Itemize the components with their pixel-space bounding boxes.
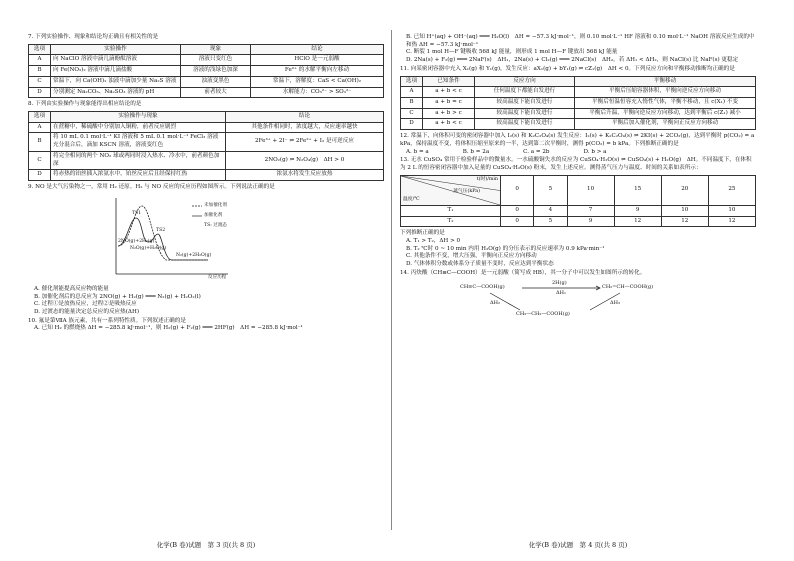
options-row: [400, 149, 756, 157]
table-cell: 在蔗糖中，稀硫酸中分别加入铜粉，前者反应剧烈: [51, 122, 226, 133]
header-temp: 温度/℃: [403, 197, 420, 203]
header-pressure: 蒸气压(kPa): [453, 188, 480, 194]
option: B. b = 2a: [462, 148, 490, 155]
option: D. 气体体积分数或体系分子质量不变时，反应达到平衡状态: [406, 261, 554, 268]
table-cell: D: [401, 119, 423, 130]
option: C. a = 2b: [523, 148, 550, 155]
table-row: [29, 133, 384, 151]
option: B. T₂ ℃时 0 ~ 10 min 内用 H₂O(g) 的分压表示的反应速率为 0.9 kPa·min⁻¹: [406, 245, 605, 252]
time-cell: 0: [501, 175, 534, 205]
table-cell: 平衡后升温，平衡向逆反应方向移动，达到平衡后 c(Z₁) 减小: [575, 108, 756, 119]
table-header: 结论: [251, 44, 384, 55]
question-13-after: 下列推断正确的是: [400, 230, 445, 237]
question-12-stem: 12. 常温下，向体积可变的密闭容器中加入 I₂(s) 和 K₂C₂O₄(s) 发生反应：I₂(s) + K₂C₂O₄(s) ⇌ 2KI(s) + 2CO₂(g)，达到平衡时 p(CO₂) = a kPa，保持温度不变，将体积压缩至原来的一半，达到第二次平衡时，测得 p(CO₂) = b kPa。下列推断正确的是: [400, 133, 755, 147]
table-row: [401, 205, 756, 216]
table-cell: C: [401, 108, 423, 119]
table-cell: 前者较大: [181, 87, 251, 98]
option: A. T₁ > T₂，ΔH > 0: [406, 237, 461, 244]
table-cell: B: [29, 66, 51, 77]
reaction-energy-diagram: [108, 194, 298, 284]
table-row: [401, 216, 756, 227]
option: A. 催化剂能提高反应物的能量: [34, 285, 109, 292]
table-row: [29, 87, 384, 98]
table-header: 结论: [226, 112, 384, 123]
table-cell: a + b < c: [423, 87, 475, 98]
dh1-label: ΔH₁: [556, 289, 566, 296]
dh3-label: ΔH₃: [610, 299, 620, 306]
question-8-stem: 8. 下列由实验操作与现象能得出相应结论的是: [28, 101, 142, 108]
table-cell: HClO 是一元弱酸: [251, 55, 384, 66]
table-cell: 其他条件相同时，浓度越大，反应速率越快: [226, 122, 384, 133]
table-header: 选项: [401, 76, 423, 87]
time-cell: 10: [567, 175, 614, 205]
question-11-stem: 11. 向某密闭容器中充入 X₁(g) 和 Y₁(g)，发生反应：aX₁(g) + bY₁(g) ⇌ cZ₁(g) ΔH < 0。下列反应方向和平衡移动推断均正确的是: [400, 65, 735, 72]
table-cell: a + b > c: [423, 108, 475, 119]
question-10-continued: [400, 34, 756, 65]
table-cell: 2Fe³⁺ + 2I⁻ ⇌ 2Fe²⁺ + I₂ 是可逆反应: [226, 133, 384, 151]
table-cell: 平衡后恒温恒容充入惰性气体，平衡不移动，且 c(X₁) 不变: [575, 98, 756, 109]
option: C. 过程①是放热反应，过程②是吸热反应: [34, 301, 137, 308]
table-cell: A: [29, 55, 51, 66]
table-cell: 7: [567, 205, 614, 216]
option: B. 加催化剂后的总反应为 2NO(g) + H₂(g) ═══ N₂(g) + H₂O₂(l): [34, 293, 201, 300]
x-axis-label: 反应历程: [208, 274, 227, 280]
table-cell: 0: [501, 216, 534, 227]
question-10-stem: 10. 氟是第ⅦA 族元素，共有一系列特性质。下列叙述正确的是: [28, 317, 186, 324]
time-cell: 20: [661, 175, 708, 205]
option: D. 过渡态的能量决定总反应的反应热(ΔH): [34, 308, 140, 315]
time-cell: 5: [534, 175, 567, 205]
question-13: [400, 157, 756, 268]
time-cell: 25: [708, 175, 755, 205]
table-cell: 10: [661, 205, 708, 216]
label-products: N₂(g)+2H₂O(g): [176, 252, 212, 258]
cycle-end: CH₂=CH—COOH(g): [602, 283, 654, 290]
table-cell: C: [29, 151, 51, 169]
table-cell: a + b = c: [423, 98, 475, 109]
table-cell: 将赤热的铂丝插入浓氨水中，铂丝反应后且经保持红热: [51, 170, 226, 181]
time-cell: 15: [614, 175, 661, 205]
table-cell: B: [29, 133, 51, 151]
option: A. 已知 H₂ 的燃烧热 ΔH = −285.8 kJ·mol⁻¹，则 H₂(g) + F₂(g) ═══ 2HF(g) ΔH = −285.8 kJ·mol⁻¹: [34, 325, 303, 332]
table-cell: A: [401, 87, 423, 98]
question-8: [28, 101, 384, 181]
table-cell: 水解能力：CO₃²⁻ > SO₃²⁻: [251, 87, 384, 98]
option: C. 其他条件不变，增大压强，平衡向正反应方向移动: [406, 253, 537, 260]
question-12: [400, 133, 756, 156]
label-ts1: TS1: [132, 210, 142, 216]
reaction-cycle-diagram: [460, 280, 700, 320]
label-reactants: 2NO(g)+2H₂(g): [118, 238, 155, 244]
table-cell: 2NO₂(g) ⇌ N₂O₄(g) ΔH > 0: [226, 151, 384, 169]
option: D. 2Na(s) + F₂(g) ═══ 2NaF(s) ΔH₁，2Na(s) + Cl₂(g) ═══ 2NaCl(s) ΔH₂，若 ΔH₁ < ΔH₂，则 NaCl(s) 比 NaF(s) 更稳定: [406, 57, 739, 64]
table-row: [29, 151, 384, 169]
question-7: [28, 34, 384, 98]
legend-catalyzed: 加催化剂: [204, 212, 223, 218]
table-header: 选项: [29, 112, 51, 123]
question-14-stem: 14. 丙炔酸（CH≡C—COOH）是一元弱酸（简写成 HB），其一分子中可以发生如图所示的转化。: [400, 269, 646, 276]
table-header: 平衡移动: [575, 76, 756, 87]
legend-ts: TS: 过渡态: [204, 222, 228, 228]
table-cell: 分别测定 Na₂CO₃、Na₂SO₃ 溶液的 pH: [51, 87, 181, 98]
question-11: [400, 66, 756, 130]
table-cell: 常温下，向 Ca(OH)₂ 浊液中滴加少量 Na₂S 溶液: [51, 76, 181, 87]
table-header: 已知条件: [423, 76, 475, 87]
table-cell: 平衡后压缩容器体积，平衡向逆反应方向移动: [575, 87, 756, 98]
question-8-table: [28, 111, 384, 181]
table-header: 现象: [181, 44, 251, 55]
table-cell: 常温下，溶解度：CaS < Ca(OH)₂: [251, 76, 384, 87]
table-cell: 12: [708, 216, 755, 227]
table-cell: 较高温度下能自发进行: [475, 119, 575, 130]
table-cell: 任何温度下都能自发进行: [475, 87, 575, 98]
table-row: [401, 119, 756, 130]
table-cell: 4: [534, 205, 567, 216]
option: A. b = a: [406, 148, 429, 155]
question-7-table: [28, 44, 384, 99]
label-ts2: TS2: [156, 227, 166, 233]
table-cell: 5: [534, 216, 567, 227]
table-row: [401, 108, 756, 119]
page-footer-left: 化学(B 卷)试题 第 3 页(共 8 页): [156, 541, 256, 549]
label-intermediate: N₂O(g)+H₂O(g): [130, 245, 167, 251]
page-footer-right: 化学(B 卷)试题 第 4 页(共 8 页): [528, 541, 628, 549]
table-cell: 向 Fe(NO₃)₂ 溶液中滴几滴盐酸: [51, 66, 181, 77]
question-13-stem: 13. 无水 CuSO₄ 常用于检验样品中的微量水。一水硫酸铜失水的反应为 CuSO₄·H₂O(s) ⇌ CuSO₄(s) + H₂O(g) ΔH。不同温度下，在体积为 2 L 的恒容密闭容器中加入足量的 CuSO₄·H₂O(s) 粉末，发生上述反应。测得蒸气压力与温度、时间的关系如表所示：: [400, 157, 752, 172]
question-9: [28, 184, 384, 317]
table-cell: 10: [708, 205, 755, 216]
table-row: [401, 87, 756, 98]
table-cell: D: [29, 87, 51, 98]
table-cell: 溶液的浅绿色加深: [181, 66, 251, 77]
table-cell: a + b < c: [423, 119, 475, 130]
table-cell: C: [29, 76, 51, 87]
table-cell: 较高温度下能自发进行: [475, 108, 575, 119]
table-row: [401, 98, 756, 109]
question-7-stem: 7. 下列实验操作、现象和结论均正确且有相关性的是: [28, 34, 159, 40]
table-cell: 9: [614, 205, 661, 216]
cycle-reagent: 2H(g): [552, 279, 567, 286]
table-row: [29, 76, 384, 87]
table-cell: 将完全相同的两个 NO₂ 球或两同时浸入热水、冷水中，前者颜色加深: [51, 151, 226, 169]
table-cell: D: [29, 170, 51, 181]
option: D. b > a: [583, 148, 607, 155]
question-9-stem: 9. NO 是大气污染物之一，常用 H₂ 还原。H₂ 与 NO 反应的反应历程如图所示。下列说法正确的是: [28, 184, 275, 191]
table-cell: 9: [567, 216, 614, 227]
table-cell: 向 NaClO 溶液中滴几滴酚酞溶液: [51, 55, 181, 66]
question-14: [400, 270, 756, 320]
column-divider: [391, 30, 392, 530]
temp-cell: T₂: [401, 216, 501, 227]
table-cell: 12: [661, 216, 708, 227]
table-row: [29, 122, 384, 133]
question-10: [28, 318, 384, 333]
table-cell: 0: [501, 205, 534, 216]
table-header: 实验操作: [51, 44, 181, 55]
cycle-start: CH≡C—COOH(g): [460, 283, 505, 290]
table-row: [29, 170, 384, 181]
table-row: [29, 55, 384, 66]
table-cell: A: [29, 122, 51, 133]
table-cell: 较高温度下能自发进行: [475, 98, 575, 109]
table-cell: 12: [614, 216, 661, 227]
table-cell: B: [401, 98, 423, 109]
table-cell: 浓氨水将发生反应放热: [226, 170, 384, 181]
left-column: [28, 34, 384, 334]
table-row: [29, 66, 384, 77]
table-cell: 将 10 mL 0.1 mol·L⁻¹ KI 溶液和 5 mL 0.1 mol·L⁻¹ FeCl₃ 溶液充分混合后，滴加 KSCN 溶液，溶液变红色: [51, 133, 226, 151]
table-cell: 浊液变黑色: [181, 76, 251, 87]
table-header: 实验操作与现象: [51, 112, 226, 123]
right-column: [400, 34, 756, 321]
table-cell: Fe²⁺ 的水解平衡向左移动: [251, 66, 384, 77]
table-cell: 溶液只变红色: [181, 55, 251, 66]
option: C. 断裂 1 mol H—F 键吸收 568 kJ 能量，则形成 1 mol H—F 键放出 568 kJ 能量: [406, 49, 618, 56]
question-11-table: [400, 76, 756, 131]
table-header: 反应方向: [475, 76, 575, 87]
header-time: t(时)/min: [476, 176, 498, 182]
table-header: 选项: [29, 44, 51, 55]
temp-cell: T₁: [401, 205, 501, 216]
dh2-label: ΔH₂: [490, 299, 500, 306]
legend-uncatalyzed: 未加催化剂: [204, 202, 227, 208]
cycle-middle: CH₃—CH₂—COOH(g): [516, 310, 570, 317]
diagonal-header-cell: [401, 175, 501, 205]
table-cell: 平衡后加入催化剂，平衡向正反应方向移动: [575, 119, 756, 130]
question-13-table: [400, 175, 756, 227]
option: B. 已知 H⁺(aq) + OH⁻(aq) ═══ H₂O(l) ΔH = −57.3 kJ·mol⁻¹，则 0.10 mol·L⁻¹ HF 溶液和 0.10 mol·L⁻¹ NaOH 溶液反应生成的中和热 ΔH = −57.3 kJ·mol⁻¹: [406, 34, 755, 48]
